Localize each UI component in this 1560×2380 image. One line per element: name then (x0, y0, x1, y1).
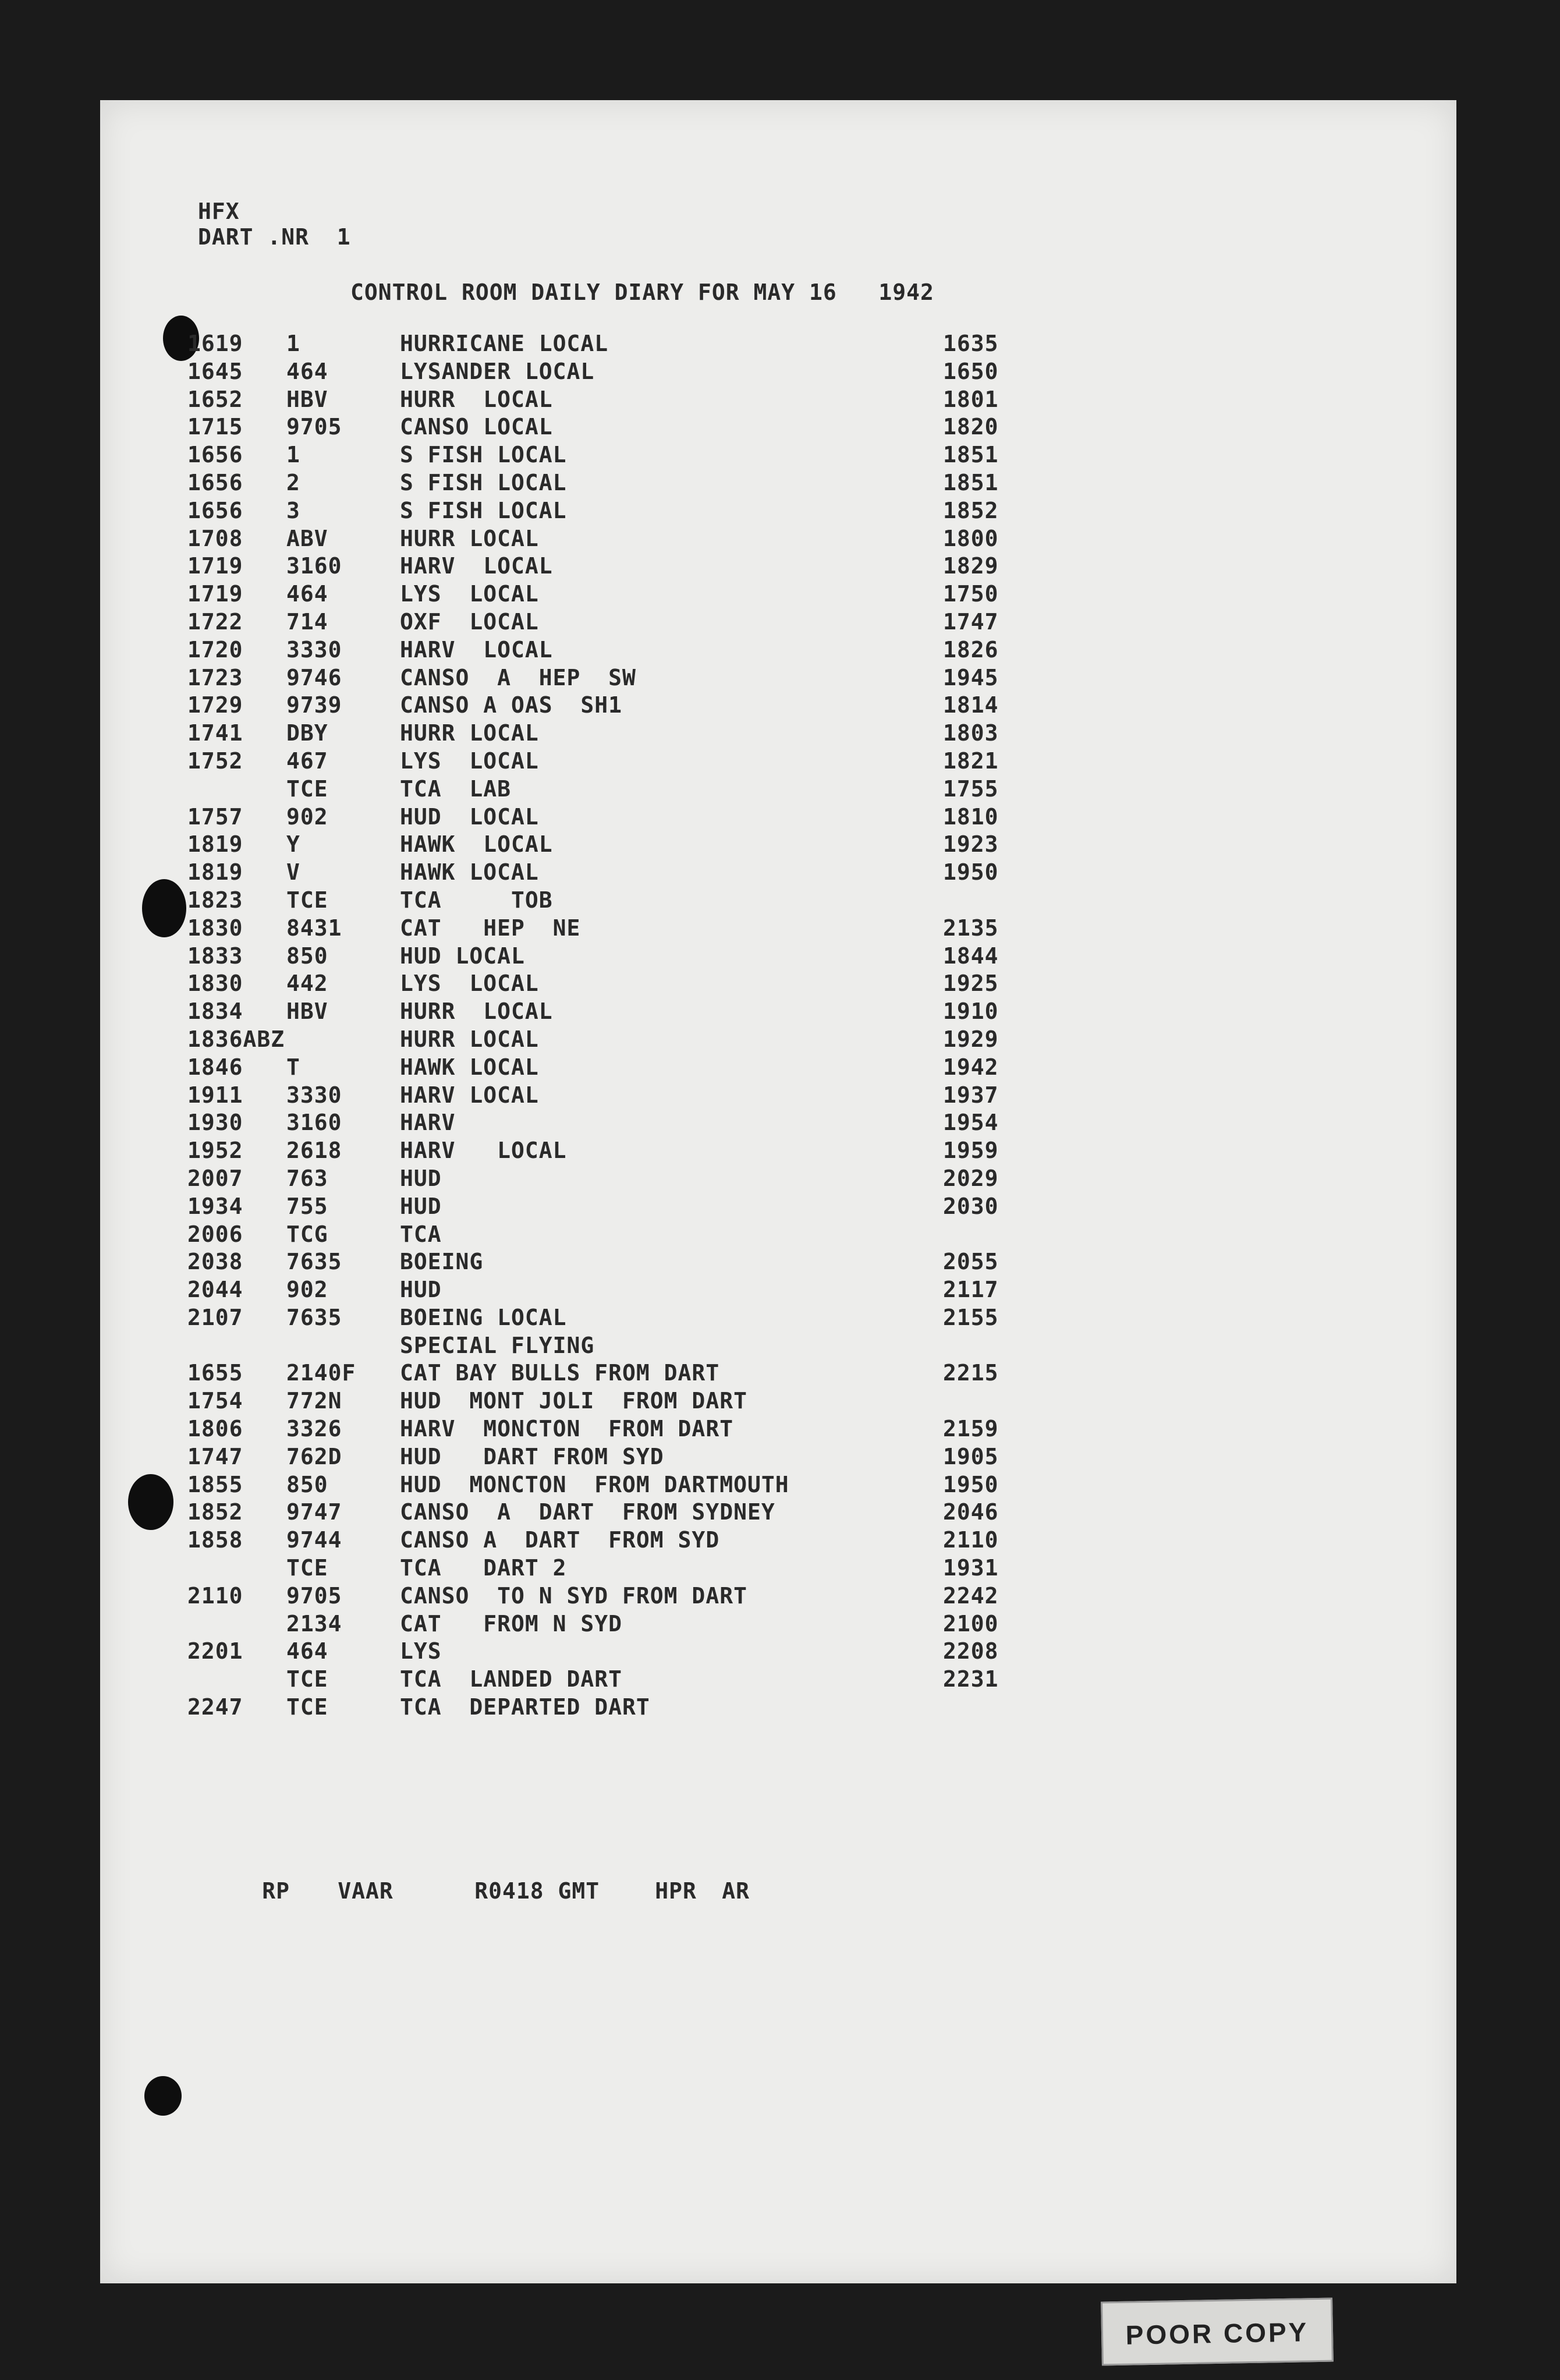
entry-aircraft-id: 2618 (286, 1138, 342, 1164)
entry-aircraft-id: 902 (286, 1277, 328, 1303)
entry-start-time: 1754 (187, 1388, 243, 1414)
entry-end-time: 1910 (943, 998, 999, 1025)
diary-entry-row (187, 1554, 1410, 1582)
entry-start-time: 2006 (187, 1221, 243, 1247)
entry-aircraft-id: 467 (286, 748, 328, 774)
station-name: DART .NR 1 (198, 224, 351, 250)
entry-end-time: 1937 (943, 1082, 999, 1108)
entry-description: HUD (400, 1193, 442, 1219)
diary-entry-row (187, 943, 1410, 971)
entry-start-time: 1729 (187, 692, 243, 718)
entry-start-time: 2007 (187, 1165, 243, 1191)
entry-end-time: 2231 (943, 1666, 999, 1692)
entry-start-time: 1747 (187, 1443, 243, 1469)
entry-description: OXF LOCAL (400, 608, 539, 635)
entry-aircraft-id: 1 (286, 331, 300, 356)
entry-aircraft-id: 7635 (286, 1304, 342, 1330)
entry-description: BOEING (400, 1249, 484, 1275)
entry-description: BOEING LOCAL (400, 1304, 567, 1330)
entry-description: HARV LOCAL (400, 1082, 539, 1108)
entry-start-time: 2107 (187, 1304, 243, 1330)
entry-end-time: 1954 (943, 1110, 999, 1136)
entry-start-time: 1715 (187, 414, 243, 440)
entry-start-time: 2110 (187, 1582, 243, 1609)
entry-end-time: 2135 (943, 915, 999, 941)
entry-end-time: 1829 (943, 553, 999, 579)
entry-start-time: 1722 (187, 608, 243, 635)
entry-aircraft-id: 9739 (286, 692, 342, 718)
entry-start-time: 1655 (187, 1360, 243, 1386)
diary-entries (187, 330, 1410, 1722)
entry-start-time: 1656 (187, 469, 243, 495)
entry-description: S FISH LOCAL (400, 442, 567, 468)
entry-end-time: 1931 (943, 1555, 999, 1581)
diary-entry-row (187, 970, 1410, 998)
entry-end-time: 1923 (943, 831, 999, 858)
entry-start-time: 1833 (187, 943, 243, 969)
entry-end-time: 2029 (943, 1165, 999, 1191)
entry-start-time: 1708 (187, 525, 243, 551)
entry-description: HAWK LOCAL (400, 1054, 539, 1080)
entry-start-time: 1652 (187, 386, 243, 412)
entry-end-time: 1821 (943, 748, 999, 774)
entry-start-time: 1720 (187, 636, 243, 663)
entry-end-time: 2100 (943, 1610, 999, 1637)
entry-start-time: 2247 (187, 1694, 243, 1720)
diary-title: CONTROL ROOM DAILY DIARY FOR MAY 16 1942 (350, 279, 934, 305)
entry-start-time: 2044 (187, 1277, 243, 1303)
entry-description: LYS LOCAL (400, 971, 539, 997)
diary-entry-row (187, 1527, 1410, 1554)
entry-description: S FISH LOCAL (400, 469, 567, 495)
entry-end-time: 1800 (943, 525, 999, 551)
footer-time: R0418 GMT (474, 1878, 600, 1904)
diary-entry-row (187, 1582, 1410, 1610)
entry-aircraft-id: 7635 (286, 1249, 342, 1275)
entry-start-time: 1719 (187, 581, 243, 607)
diary-entry-row (187, 1304, 1410, 1332)
diary-entry-row (187, 386, 1410, 414)
entry-description: CANSO LOCAL (400, 414, 553, 440)
entry-end-time: 1905 (943, 1443, 999, 1469)
entry-end-time: 2215 (943, 1360, 999, 1386)
entry-start-time: 1719 (187, 553, 243, 579)
diary-entry-row (187, 1082, 1410, 1110)
diary-entry-row (187, 1638, 1410, 1666)
entry-description: HURR LOCAL (400, 998, 553, 1025)
entry-description: HURR LOCAL (400, 720, 539, 746)
entry-end-time: 2055 (943, 1249, 999, 1275)
entry-description: CAT HEP NE (400, 915, 581, 941)
entry-aircraft-id: HBV (286, 386, 328, 412)
entry-aircraft-id: 9705 (286, 414, 342, 440)
entry-aircraft-id: 902 (286, 803, 328, 830)
entry-aircraft-id: 772N (286, 1388, 342, 1414)
entry-start-time: 1656 (187, 442, 243, 468)
entry-description: CANSO A OAS SH1 (400, 692, 623, 718)
entry-end-time: 1747 (943, 608, 999, 635)
entry-start-time: 1656 (187, 497, 243, 523)
diary-entry-row (187, 1499, 1410, 1527)
diary-entry-row (187, 636, 1410, 664)
entry-end-time: 1929 (943, 1026, 999, 1052)
entry-description: HARV MONCTON FROM DART (400, 1416, 734, 1442)
entry-start-time: 1752 (187, 748, 243, 774)
entry-start-time: 1819 (187, 859, 243, 886)
entry-description: CAT BAY BULLS FROM DART (400, 1360, 720, 1386)
entry-aircraft-id: 3160 (286, 1110, 342, 1136)
entry-start-time: 1858 (187, 1527, 243, 1553)
entry-start-time: 1852 (187, 1499, 243, 1525)
entry-description: HURR LOCAL (400, 386, 553, 412)
diary-entry-row (187, 1276, 1410, 1304)
entry-aircraft-id: 3160 (286, 553, 342, 579)
diary-text (100, 100, 1456, 2283)
diary-entry-row (187, 497, 1410, 525)
entry-description: CANSO A DART FROM SYD (400, 1527, 720, 1553)
entry-description: HUD LOCAL (400, 803, 539, 830)
entry-aircraft-id: 850 (286, 943, 328, 969)
diary-entry-row (187, 469, 1410, 497)
diary-entry-row (187, 580, 1410, 608)
entry-aircraft-id: 9705 (286, 1582, 342, 1609)
entry-end-time: 2155 (943, 1304, 999, 1330)
diary-entry-row (187, 1610, 1410, 1638)
diary-entry-row (187, 358, 1410, 386)
entry-aircraft-id: TCG (286, 1221, 328, 1247)
entry-start-time: 2038 (187, 1249, 243, 1275)
entry-description: CAT FROM N SYD (400, 1610, 623, 1637)
entry-aircraft-id: 1 (286, 442, 300, 468)
entry-end-time: 1820 (943, 414, 999, 440)
entry-start-time: 1757 (187, 803, 243, 830)
entry-end-time: 1801 (943, 386, 999, 412)
entry-description: HUD MONT JOLI FROM DART (400, 1388, 747, 1414)
entry-aircraft-id: TCE (286, 775, 328, 802)
entry-end-time: 1810 (943, 803, 999, 830)
entry-description: LYS (400, 1638, 442, 1664)
entry-aircraft-id: 2 (286, 469, 300, 495)
diary-entry-row (187, 1359, 1410, 1387)
entry-description: HUD (400, 1165, 442, 1191)
diary-entry-row (187, 720, 1410, 748)
entry-description: HARV LOCAL (400, 1138, 567, 1164)
entry-end-time: 1950 (943, 859, 999, 886)
entry-aircraft-id: 3326 (286, 1416, 342, 1442)
diary-entry-row (187, 330, 1410, 358)
entry-aircraft-id: 3330 (286, 636, 342, 663)
diary-entry-row (187, 887, 1410, 915)
entry-description: HUD DART FROM SYD (400, 1443, 664, 1469)
diary-entry-row (187, 1026, 1410, 1054)
entry-description: HUD (400, 1277, 442, 1303)
entry-start-time: 1723 (187, 664, 243, 690)
entry-aircraft-id: 762D (286, 1443, 342, 1469)
entry-description: S FISH LOCAL (400, 497, 567, 523)
entry-end-time: 1852 (943, 497, 999, 523)
diary-entry-row (187, 1387, 1410, 1415)
entry-aircraft-id: DBY (286, 720, 328, 746)
entry-end-time: 1826 (943, 636, 999, 663)
entry-start-time: 1911 (187, 1082, 243, 1108)
entry-start-time: 1930 (187, 1110, 243, 1136)
entry-end-time: 2117 (943, 1277, 999, 1303)
entry-description: HARV LOCAL (400, 636, 553, 663)
entry-end-time: 2046 (943, 1499, 999, 1525)
entry-aircraft-id: 2134 (286, 1610, 342, 1637)
entry-start-time: 2201 (187, 1638, 243, 1664)
diary-entry-row (187, 1109, 1410, 1137)
entry-end-time: 2242 (943, 1582, 999, 1609)
entry-end-time: 1755 (943, 775, 999, 802)
entry-end-time: 1925 (943, 971, 999, 997)
entry-end-time: 1945 (943, 664, 999, 690)
entry-aircraft-id: 3330 (286, 1082, 342, 1108)
entry-description: CANSO A HEP SW (400, 664, 636, 690)
diary-entry-row (187, 1443, 1410, 1471)
document-page (100, 100, 1456, 2283)
footer-rp: RP (262, 1878, 290, 1904)
entry-start-time: 1830 (187, 915, 243, 941)
footer-ar: AR (722, 1878, 750, 1904)
diary-entry-row (187, 1666, 1410, 1694)
entry-start-time: 1834 (187, 998, 243, 1025)
diary-entry-row (187, 998, 1410, 1026)
entry-aircraft-id: 464 (286, 358, 328, 384)
entry-aircraft-id: TCE (286, 887, 328, 913)
diary-entry-row (187, 1694, 1410, 1722)
entry-aircraft-id: 464 (286, 1638, 328, 1664)
entry-start-time: 1619 (187, 331, 243, 356)
entry-end-time: 1750 (943, 581, 999, 607)
diary-entry-row (187, 803, 1410, 831)
diary-entry-row (187, 441, 1410, 469)
entry-start-time: 1823 (187, 887, 243, 913)
entry-end-time: 1851 (943, 442, 999, 468)
entry-aircraft-id: HBV (286, 998, 328, 1025)
entry-aircraft-id: Y (286, 831, 300, 858)
entry-description: LYS LOCAL (400, 748, 539, 774)
entry-description: HAWK LOCAL (400, 859, 539, 886)
diary-entry-row (187, 413, 1410, 441)
entry-aircraft-id: 442 (286, 971, 328, 997)
entry-aircraft-id: 850 (286, 1471, 328, 1497)
entry-description: TCA DEPARTED DART (400, 1694, 650, 1720)
entry-aircraft-id: TCE (286, 1694, 328, 1720)
entry-description: HARV (400, 1110, 456, 1136)
diary-entry-row (187, 1165, 1410, 1193)
diary-entry-row (187, 525, 1410, 553)
entry-description: HURR LOCAL (400, 525, 539, 551)
entry-aircraft-id: TCE (286, 1555, 328, 1581)
entry-start-time: 1819 (187, 831, 243, 858)
footer-vaar: VAAR (338, 1878, 393, 1904)
entry-description: SPECIAL FLYING (400, 1332, 595, 1358)
entry-aircraft-id: 9744 (286, 1527, 342, 1553)
diary-entry-row (187, 748, 1410, 775)
entry-start-time: 1806 (187, 1416, 243, 1442)
diary-entry-row (187, 1137, 1410, 1165)
entry-end-time: 2159 (943, 1416, 999, 1442)
entry-aircraft-id: ABV (286, 525, 328, 551)
entry-description: HURRICANE LOCAL (400, 331, 609, 356)
entry-aircraft-id: TCE (286, 1666, 328, 1692)
entry-start-time: 1830 (187, 971, 243, 997)
entry-end-time: 1959 (943, 1138, 999, 1164)
entry-description: TCA TOB (400, 887, 553, 913)
diary-entry-row (187, 1193, 1410, 1221)
entry-aircraft-id: 763 (286, 1165, 328, 1191)
entry-start-time: 1741 (187, 720, 243, 746)
entry-end-time: 1803 (943, 720, 999, 746)
diary-entry-row (187, 692, 1410, 720)
entry-description: HARV LOCAL (400, 553, 553, 579)
entry-start-time: 1934 (187, 1193, 243, 1219)
poor-copy-stamp: POOR COPY (1101, 2298, 1334, 2366)
entry-end-time: 1814 (943, 692, 999, 718)
diary-entry-row (187, 775, 1410, 803)
diary-entry-row (187, 915, 1410, 943)
entry-start-time: 1645 (187, 358, 243, 384)
diary-entry-row (187, 1221, 1410, 1249)
footer-hpr: HPR (655, 1878, 697, 1904)
entry-start-time: 1836ABZ (187, 1026, 285, 1052)
entry-aircraft-id: 3 (286, 497, 300, 523)
diary-entry-row (187, 859, 1410, 887)
entry-end-time: 1851 (943, 469, 999, 495)
entry-end-time: 1942 (943, 1054, 999, 1080)
entry-aircraft-id: 464 (286, 581, 328, 607)
entry-description: CANSO TO N SYD FROM DART (400, 1582, 747, 1609)
station-code: HFX (198, 199, 240, 224)
entry-aircraft-id: V (286, 859, 300, 886)
entry-description: TCA DART 2 (400, 1555, 567, 1581)
entry-aircraft-id: 714 (286, 608, 328, 635)
entry-description: TCA LAB (400, 775, 512, 802)
entry-description: CANSO A DART FROM SYDNEY (400, 1499, 775, 1525)
entry-description: HURR LOCAL (400, 1026, 539, 1052)
diary-entry-row (187, 552, 1410, 580)
diary-entry-row (187, 1415, 1410, 1443)
diary-entry-row (187, 608, 1410, 636)
entry-description: TCA LANDED DART (400, 1666, 623, 1692)
entry-aircraft-id: 2140F (286, 1360, 356, 1386)
entry-end-time: 1635 (943, 331, 999, 356)
entry-description: LYSANDER LOCAL (400, 358, 595, 384)
entry-end-time: 1950 (943, 1471, 999, 1497)
entry-end-time: 2208 (943, 1638, 999, 1664)
entry-start-time: 1846 (187, 1054, 243, 1080)
entry-description: LYS LOCAL (400, 581, 539, 607)
entry-start-time: 1952 (187, 1138, 243, 1164)
entry-aircraft-id: 8431 (286, 915, 342, 941)
diary-entry-row (187, 831, 1410, 859)
entry-description: HAWK LOCAL (400, 831, 553, 858)
entry-end-time: 2030 (943, 1193, 999, 1219)
entry-aircraft-id: T (286, 1054, 300, 1080)
entry-description: HUD MONCTON FROM DARTMOUTH (400, 1471, 789, 1497)
entry-aircraft-id: 9746 (286, 664, 342, 690)
entry-end-time: 1844 (943, 943, 999, 969)
entry-start-time: 1855 (187, 1471, 243, 1497)
entry-aircraft-id: 755 (286, 1193, 328, 1219)
diary-entry-row (187, 1471, 1410, 1499)
entry-end-time: 1650 (943, 358, 999, 384)
entry-end-time: 2110 (943, 1527, 999, 1553)
entry-description: TCA (400, 1221, 442, 1247)
diary-entry-row (187, 1054, 1410, 1082)
diary-entry-row (187, 1332, 1410, 1360)
diary-footer (179, 1853, 750, 1929)
diary-entry-row (187, 664, 1410, 692)
diary-entry-row (187, 1248, 1410, 1276)
entry-aircraft-id: 9747 (286, 1499, 342, 1525)
entry-description: HUD LOCAL (400, 943, 525, 969)
